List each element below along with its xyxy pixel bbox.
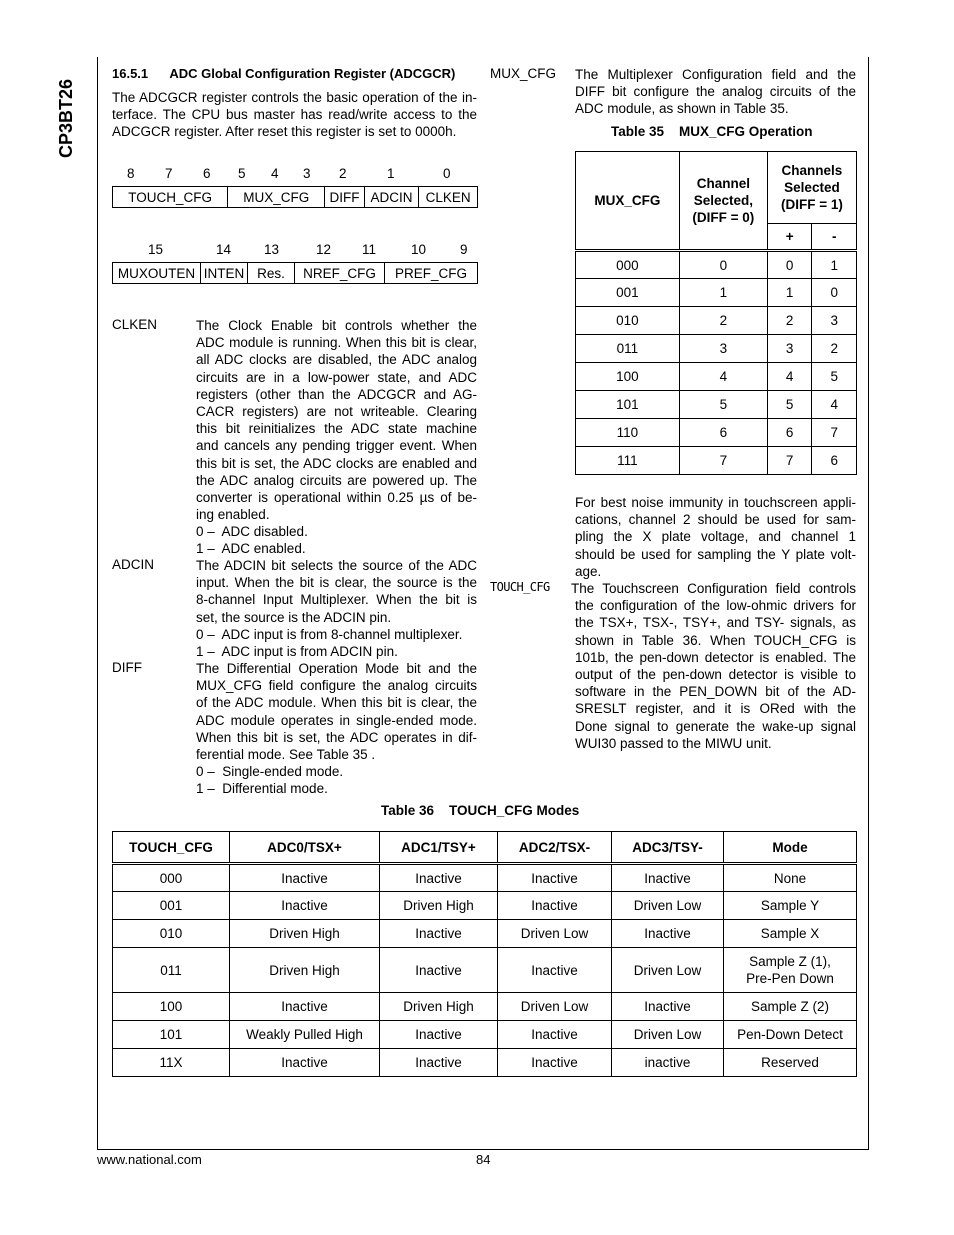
- clken-line: and cancels any pending trigger event. When: [196, 438, 477, 454]
- def-label-diff: DIFF: [112, 660, 142, 675]
- t35-header-diff1-line: (DIFF = 1): [780, 197, 843, 212]
- t35-header-diff0-line: (DIFF = 0): [692, 210, 755, 225]
- diff-line: ADC module operates in single-ended mode.: [196, 712, 477, 728]
- adcin-option: 0 – ADC input is from 8-channel multiplexer.: [196, 626, 463, 642]
- bit-number: 7: [165, 166, 173, 181]
- t36-header-cell: TOUCH_CFG: [113, 832, 230, 864]
- noise-line: should be used for sampling the Y plate volt-: [575, 546, 856, 562]
- t36-cell: Sample Z (2): [724, 993, 857, 1021]
- bit-number: 13: [264, 242, 280, 257]
- intro-line: The ADCGCR register controls the basic operation of the in-: [112, 90, 477, 105]
- t36-cell: Driven Low: [498, 993, 612, 1021]
- t35-cell: 7: [679, 447, 767, 475]
- t36-cell: Driven High: [230, 920, 380, 948]
- noise-line: cations, channel 2 should be used for sam-: [575, 512, 856, 528]
- t35-cell: 0: [767, 251, 812, 279]
- t35-cell: 7: [767, 447, 812, 475]
- diff-line: ferential mode. See Table 35 .: [196, 746, 376, 762]
- t36-cell: Inactive: [230, 993, 380, 1021]
- t36-header-cell: ADC2/TSX-: [498, 832, 612, 864]
- t35-cell: 3: [679, 335, 767, 363]
- t36-cell: Driven High: [380, 993, 498, 1021]
- t36-cell: Inactive: [230, 1049, 380, 1077]
- register-low-byte: [112, 186, 478, 208]
- def-label-touch-cfg: TOUCH_CFG: [490, 580, 550, 594]
- adcin-line: The ADCIN bit selects the source of the ADC: [196, 558, 477, 573]
- t35-cell: 0: [812, 279, 857, 307]
- def-body-touch-cfg: [571, 580, 856, 752]
- noise-paragraph: [575, 494, 856, 580]
- touch-line: shown in Table 36. When TOUCH_CFG is: [575, 632, 856, 648]
- bit-number: 14: [216, 242, 232, 257]
- t36-cell: 11X: [113, 1049, 230, 1077]
- bit-number: 1: [387, 166, 395, 181]
- t35-header-diff0: [679, 152, 767, 251]
- t36-cell: Driven High: [230, 948, 380, 993]
- t36-header-cell: ADC1/TSY+: [380, 832, 498, 864]
- t35-row: [576, 279, 857, 307]
- t36-row: [113, 892, 857, 920]
- t35-row: [576, 363, 857, 391]
- t35-header-plus: +: [767, 224, 812, 251]
- t35-cell: 7: [812, 419, 857, 447]
- t35-cell: 6: [812, 447, 857, 475]
- t35-header-diff1: [767, 152, 856, 224]
- bit-number: 0: [443, 166, 451, 181]
- t35-cell: 4: [767, 363, 812, 391]
- field-touch-cfg: TOUCH_CFG: [113, 187, 228, 208]
- t35-cell: 001: [576, 279, 680, 307]
- t36-cell: None: [724, 864, 857, 892]
- table36-caption: Table 36 TOUCH_CFG Modes: [381, 803, 580, 818]
- adcin-line: input. When the bit is clear, the source is the: [196, 575, 477, 591]
- t36-cell: Inactive: [380, 1021, 498, 1049]
- t36-cell: 011: [113, 948, 230, 993]
- mux-line: ADC module, as shown in Table 35.: [575, 101, 789, 117]
- def-body-mux-cfg: [575, 66, 856, 118]
- t36-cell: Driven Low: [612, 892, 724, 920]
- table35: [575, 151, 857, 475]
- t35-row: [576, 447, 857, 475]
- t35-cell: 3: [812, 307, 857, 335]
- touch-line: the configuration of the low-ohmic drivers for: [575, 598, 856, 614]
- t36-cell-line: Sample Z (1),: [749, 954, 831, 969]
- clken-line: circuits are in a low-power state, and ADC: [196, 369, 477, 385]
- bit-number: 8: [127, 166, 135, 181]
- t35-header-diff1-line: Selected: [784, 180, 840, 195]
- side-title: CP3BT26: [56, 78, 76, 158]
- def-label-clken: CLKEN: [112, 317, 158, 332]
- t36-cell: Sample X: [724, 920, 857, 948]
- t35-cell: 2: [812, 335, 857, 363]
- t35-header-minus: -: [812, 224, 857, 251]
- bit-number: 4: [271, 166, 279, 181]
- t36-cell: Inactive: [230, 892, 380, 920]
- t35-header-diff0-line: Channel: [696, 176, 750, 191]
- t36-cell: Sample Y: [724, 892, 857, 920]
- diff-option: 0 – Single-ended mode.: [196, 764, 344, 780]
- t35-cell: 0: [679, 251, 767, 279]
- mux-line: DIFF bit configure the analog circuits of the: [575, 84, 856, 100]
- register-high-byte: [112, 262, 478, 284]
- diff-line: When this bit is set, the ADC operates in dif-: [196, 729, 477, 745]
- page-frame-right: [868, 57, 869, 1150]
- t36-cell: Inactive: [498, 892, 612, 920]
- bit-number: 6: [203, 166, 211, 181]
- t35-cell: 111: [576, 447, 680, 475]
- touch-line: Done signal to generate the wake-up signal: [575, 718, 856, 734]
- t35-header-diff1-line: Channels: [781, 163, 843, 178]
- t36-cell: Pen-Down Detect: [724, 1021, 857, 1049]
- t36-cell: inactive: [612, 1049, 724, 1077]
- t35-cell: 4: [679, 363, 767, 391]
- clken-line: registers (other than the ADCGCR and AG-: [196, 386, 477, 402]
- t35-row: [576, 419, 857, 447]
- t35-cell: 110: [576, 419, 680, 447]
- diff-line: MUX_CFG field configure the analog circuits: [196, 678, 477, 694]
- clken-line: this bit reinitializes the ADC state machine: [196, 421, 477, 437]
- t36-cell: Inactive: [380, 864, 498, 892]
- t35-cell: 2: [679, 307, 767, 335]
- t36-cell: Driven Low: [498, 920, 612, 948]
- section-heading: 16.5.1 ADC Global Configuration Register (ADCGCR): [112, 66, 456, 81]
- touch-line: software in the PEN_DOWN bit of the AD-: [575, 684, 856, 700]
- t36-header-row: [113, 832, 857, 864]
- diff-option: 1 – Differential mode.: [196, 781, 328, 797]
- diff-line: of the ADC module. When this bit is clear, the: [196, 695, 477, 711]
- noise-line: For best noise immunity in touchscreen appli-: [575, 495, 856, 510]
- t35-cell: 1: [679, 279, 767, 307]
- table36: [112, 831, 857, 1077]
- t35-cell: 100: [576, 363, 680, 391]
- mux-line: The Multiplexer Configuration field and the: [575, 67, 856, 82]
- t35-cell: 1: [812, 251, 857, 279]
- intro-line: terface. The CPU bus master has read/write access to the: [112, 107, 477, 123]
- clken-line: the ADC analog circuits are powered up. The: [196, 472, 477, 488]
- touch-line: WUI30 passed to the MIWU unit.: [575, 735, 772, 751]
- t35-row: [576, 307, 857, 335]
- t35-body: [576, 251, 857, 475]
- adcin-line: 8-channel Input Multiplexer. When the bit is: [196, 592, 477, 608]
- def-label-adcin: ADCIN: [112, 557, 155, 572]
- t36-cell: 001: [113, 892, 230, 920]
- touch-line: output of the pen-down detector is visible to: [575, 666, 856, 682]
- adcin-option: 1 – ADC input is from ADCIN pin.: [196, 643, 398, 659]
- touch-line: The Touchscreen Configuration field controls: [571, 581, 856, 596]
- field-res: Res.: [248, 263, 295, 284]
- t36-header-cell: ADC0/TSX+: [230, 832, 380, 864]
- t36-row: [113, 920, 857, 948]
- t35-cell: 6: [679, 419, 767, 447]
- t36-cell: Inactive: [498, 1049, 612, 1077]
- t35-cell: 1: [767, 279, 812, 307]
- t36-header-cell: ADC3/TSY-: [612, 832, 724, 864]
- noise-line: pling the X plate voltage, and channel 1: [575, 529, 856, 545]
- field-adcin: ADCIN: [364, 187, 419, 208]
- footer-page-number: 84: [476, 1152, 491, 1167]
- bit-number: 2: [339, 166, 347, 181]
- t35-cell: 5: [679, 391, 767, 419]
- t35-cell: 6: [767, 419, 812, 447]
- t36-cell: Driven Low: [612, 1021, 724, 1049]
- touch-line: SRESLT register, and it is ORed with the: [575, 701, 856, 717]
- t36-cell: Inactive: [498, 864, 612, 892]
- t36-row: [113, 993, 857, 1021]
- t35-cell: 3: [767, 335, 812, 363]
- t35-cell: 5: [767, 391, 812, 419]
- t35-cell: 5: [812, 363, 857, 391]
- t36-cell: Inactive: [380, 1049, 498, 1077]
- clken-line: converter is operational within 0.25 µs of be-: [196, 489, 477, 505]
- clken-line: CACR registers) are not writeable. Clearing: [196, 403, 477, 419]
- t36-cell: Weakly Pulled High: [230, 1021, 380, 1049]
- bit-number: 3: [303, 166, 311, 181]
- t36-cell: 100: [113, 993, 230, 1021]
- t35-row: [576, 251, 857, 279]
- bit-number: 15: [148, 242, 164, 257]
- def-label-mux-cfg: MUX_CFG: [490, 66, 557, 81]
- t36-cell: Reserved: [724, 1049, 857, 1077]
- bit-number: 12: [316, 242, 332, 257]
- t36-cell: Inactive: [612, 864, 724, 892]
- t36-cell: 000: [113, 864, 230, 892]
- clken-line: ing enabled.: [196, 507, 270, 523]
- t36-cell: Inactive: [498, 948, 612, 993]
- t35-header-diff0-line: Selected,: [693, 193, 753, 208]
- t36-cell: Inactive: [612, 993, 724, 1021]
- field-diff: DIFF: [325, 187, 364, 208]
- field-nref-cfg: NREF_CFG: [295, 263, 385, 284]
- clken-line: The Clock Enable bit controls whether the: [196, 318, 477, 333]
- bit-number: 10: [411, 242, 427, 257]
- clken-option: 1 – ADC enabled.: [196, 541, 306, 557]
- field-pref-cfg: PREF_CFG: [385, 263, 478, 284]
- clken-option: 0 – ADC disabled.: [196, 524, 308, 540]
- def-body-clken: [196, 317, 477, 558]
- clken-line: all ADC clocks are disabled, the ADC analog: [196, 352, 477, 368]
- clken-line: this bit is set, the ADC clocks are enabled and: [196, 455, 477, 471]
- t36-cell-line: Pre-Pen Down: [746, 971, 834, 986]
- def-body-diff: [196, 660, 477, 798]
- field-clken: CLKEN: [419, 187, 478, 208]
- table35-caption: Table 35 MUX_CFG Operation: [611, 124, 813, 139]
- clken-line: ADC module is running. When this bit is clear,: [196, 335, 477, 351]
- t35-header-mux-cfg: MUX_CFG: [576, 152, 680, 251]
- t35-cell: 010: [576, 307, 680, 335]
- t36-cell: Driven Low: [612, 948, 724, 993]
- t36-row: [113, 948, 857, 993]
- t35-cell: 000: [576, 251, 680, 279]
- t36-cell: Inactive: [380, 948, 498, 993]
- noise-line: age.: [575, 563, 602, 579]
- footer-url: www.national.com: [97, 1152, 202, 1167]
- bit-number: 5: [238, 166, 246, 181]
- t36-row: [113, 1021, 857, 1049]
- diff-line: The Differential Operation Mode bit and the: [196, 661, 477, 676]
- t35-cell: 4: [812, 391, 857, 419]
- t36-cell: Driven High: [380, 892, 498, 920]
- t36-cell: 010: [113, 920, 230, 948]
- intro-line: ADCGCR register. After reset this register is set to 0000h.: [112, 124, 457, 140]
- t36-cell: 101: [113, 1021, 230, 1049]
- def-body-adcin: [196, 557, 477, 660]
- touch-line: the TSX+, TSX-, TSY+, and TSY- signals, as: [575, 615, 856, 631]
- bit-number: 11: [362, 242, 377, 257]
- t35-row: [576, 391, 857, 419]
- t35-row: [576, 335, 857, 363]
- t36-cell: Inactive: [380, 920, 498, 948]
- t36-header-cell: Mode: [724, 832, 857, 864]
- t36-row: [113, 864, 857, 892]
- t35-cell: 101: [576, 391, 680, 419]
- t36-cell: [724, 948, 857, 993]
- field-muxouten: MUXOUTEN: [113, 263, 201, 284]
- page-frame-bottom: [97, 1149, 869, 1150]
- touch-line: 101b, the pen-down detector is enabled. The: [575, 649, 856, 665]
- t36-cell: Inactive: [612, 920, 724, 948]
- t36-row: [113, 1049, 857, 1077]
- bit-number: 9: [460, 242, 468, 257]
- field-inten: INTEN: [201, 263, 248, 284]
- t35-cell: 011: [576, 335, 680, 363]
- t36-cell: Inactive: [230, 864, 380, 892]
- intro-paragraph: [112, 89, 477, 141]
- t35-cell: 2: [767, 307, 812, 335]
- t36-cell: Inactive: [498, 1021, 612, 1049]
- t36-body: [113, 864, 857, 1077]
- field-mux-cfg: MUX_CFG: [228, 187, 325, 208]
- page-frame-left: [97, 57, 98, 1150]
- adcin-line: set, the source is the ADCIN pin.: [196, 609, 392, 625]
